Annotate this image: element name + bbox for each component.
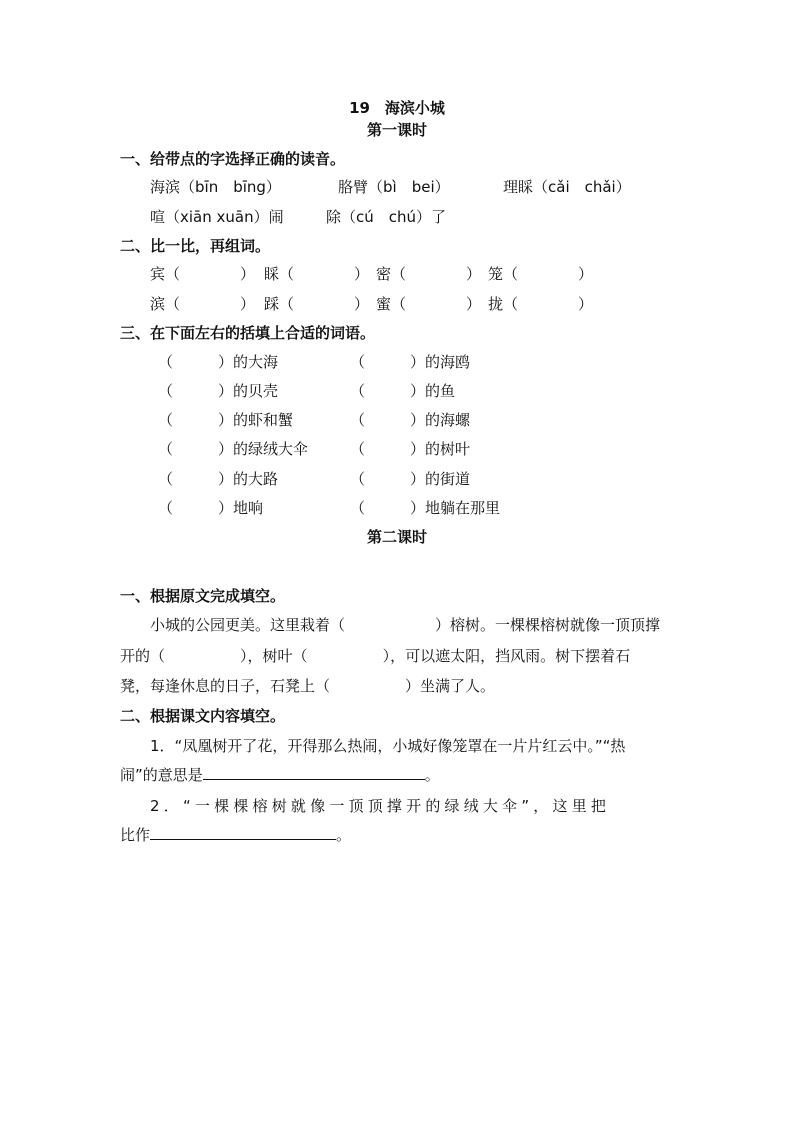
p2-q2-s1-line1: 1．“凤凰树开了花，开得那么热闹，小城好像笼罩在一片片红云中。”“热 — [150, 737, 626, 755]
p1-q2-item: 踩（ ） — [264, 295, 370, 313]
p1-q2-item: 密（ ） — [376, 265, 482, 283]
p2-q1-line: 开的（ ），树叶（ ），可以遮太阳，挡风雨。树下摆着石 — [120, 647, 631, 665]
p1-q1-item: 理睬（cǎi chǎi） — [503, 178, 631, 196]
p2-q2-s1-line2: 闹”的意思是 。 — [120, 766, 440, 784]
p1-q2-item: 拢（ ） — [488, 295, 594, 313]
p1-q2-heading: 二、比一比，再组词。 — [120, 237, 271, 255]
p1-q3-left: （ ）的大海 — [158, 353, 279, 371]
p1-q3-left: （ ）的大路 — [158, 470, 279, 488]
p1-q2-item: 蜜（ ） — [376, 295, 482, 313]
p1-q1-heading: 一、给带点的字选择正确的读音。 — [120, 150, 346, 168]
p2-q1-line: 小城的公园更美。这里栽着（ ）榕树。一棵棵榕树就像一顶顶撑 — [150, 616, 661, 634]
answer-blank[interactable] — [150, 825, 336, 840]
p1-q1-item: 除（cú chú）了 — [326, 208, 447, 226]
p1-q1-item: 胳臂（bì bei） — [338, 178, 450, 196]
p1-q3-right: （ ）地躺在那里 — [350, 499, 501, 517]
p1-q3-right: （ ）的街道 — [350, 470, 471, 488]
p1-q1-item: 喧（xiān xuān）闹 — [150, 208, 284, 226]
p1-q3-right: （ ）的海鸥 — [350, 353, 471, 371]
p1-q2-item: 滨（ ） — [150, 295, 256, 313]
p1-q3-left: （ ）地响 — [158, 499, 264, 517]
p2-q2-s2-line1: 2．“一棵棵榕树就像一顶顶撑开的绿绒大伞”，这里把 — [150, 797, 611, 815]
p1-q3-right: （ ）的鱼 — [350, 382, 456, 400]
p1-q1-item: 海滨（bīn bīng） — [150, 178, 281, 196]
p1-q2-item: 笼（ ） — [488, 265, 594, 283]
p2-q1-heading: 一、根据原文完成填空。 — [120, 587, 286, 605]
lesson-title: 19 海滨小城 — [349, 99, 445, 117]
p1-q2-item: 睬（ ） — [264, 265, 370, 283]
part2-title: 第二课时 — [366, 528, 427, 546]
part1-title: 第一课时 — [366, 121, 427, 139]
p2-q2-s2-line2: 比作 。 — [120, 826, 352, 844]
p1-q3-right: （ ）的海螺 — [350, 411, 471, 429]
p1-q3-left: （ ）的虾和蟹 — [158, 411, 294, 429]
p1-q3-left: （ ）的贝壳 — [158, 382, 279, 400]
p2-q1-line: 凳，每逢休息的日子，石凳上（ ）坐满了人。 — [120, 677, 496, 695]
p1-q2-item: 宾（ ） — [150, 265, 256, 283]
answer-blank[interactable] — [203, 765, 425, 780]
p2-q2-heading: 二、根据课文内容填空。 — [120, 707, 286, 725]
p1-q3-right: （ ）的树叶 — [350, 440, 471, 458]
p1-q3-heading: 三、在下面左右的括填上合适的词语。 — [120, 324, 376, 342]
p1-q3-left: （ ）的绿绒大伞 — [158, 440, 309, 458]
